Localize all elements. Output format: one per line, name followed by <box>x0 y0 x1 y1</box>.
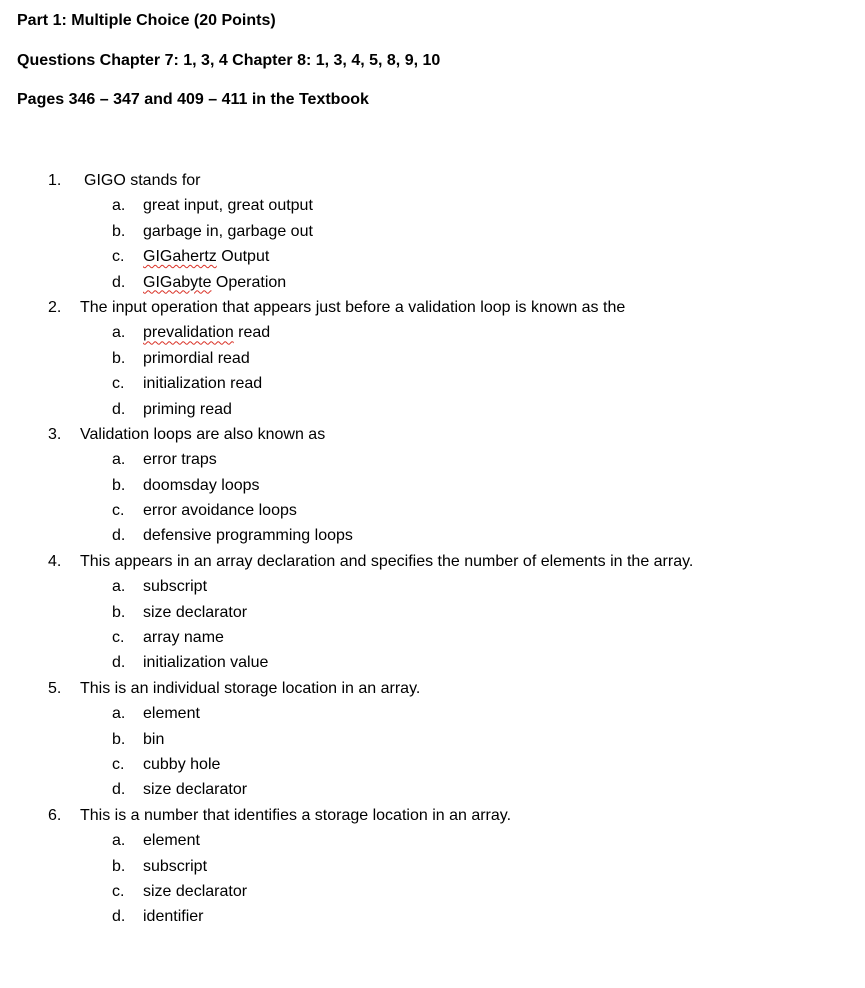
option-text: priming read <box>143 400 232 418</box>
option-row <box>0 473 865 498</box>
question-number: 1. <box>48 172 62 189</box>
option-row <box>0 320 865 345</box>
option-text: array name <box>143 629 224 647</box>
option-text <box>143 320 270 345</box>
option-text: bin <box>143 730 165 748</box>
question-number: 3. <box>48 425 62 443</box>
question-number: 4. <box>48 552 62 570</box>
option-text: error avoidance loops <box>143 502 297 520</box>
option-text-rest: Output <box>216 248 270 266</box>
option-text: element <box>143 832 200 850</box>
question-1 <box>0 168 865 193</box>
option-text: doomsday loops <box>143 476 260 494</box>
option-letter: d. <box>112 654 126 672</box>
question-2 <box>0 295 865 320</box>
option-letter: d. <box>112 781 126 799</box>
option-text <box>143 244 269 269</box>
option-row <box>0 371 865 396</box>
option-letter: d. <box>112 400 126 418</box>
question-text: This is an individual storage location in an array. <box>80 679 421 697</box>
spellcheck-flagged-word: prevalidation <box>143 324 234 342</box>
question-text: Validation loops are also known as <box>80 425 326 443</box>
option-row <box>0 879 865 904</box>
question-3 <box>0 422 865 447</box>
option-letter: d. <box>112 527 126 545</box>
option-text: element <box>143 705 200 723</box>
option-letter: b. <box>112 603 126 621</box>
option-row <box>0 523 865 548</box>
option-letter: a. <box>112 451 126 469</box>
option-text-rest: Operation <box>211 273 287 291</box>
option-row <box>0 346 865 371</box>
option-text: subscript <box>143 857 208 875</box>
option-row <box>0 625 865 650</box>
option-text: primordial read <box>143 349 250 367</box>
option-letter: b. <box>112 857 126 875</box>
question-text: This is a number that identifies a storage location in an array. <box>80 806 512 824</box>
question-number: 6. <box>48 806 62 824</box>
question-text: This appears in an array declaration and specifies the number of elements in the array. <box>80 552 694 570</box>
option-row <box>0 828 865 853</box>
option-letter: c. <box>112 629 125 647</box>
option-text: cubby hole <box>143 755 221 773</box>
option-text-rest: read <box>233 324 271 342</box>
option-row <box>0 219 865 244</box>
option-letter: d. <box>112 273 126 291</box>
option-letter: c. <box>112 248 125 266</box>
option-text: size declarator <box>143 781 248 799</box>
option-row <box>0 727 865 752</box>
option-letter: a. <box>112 705 126 723</box>
option-row <box>0 574 865 599</box>
option-letter: b. <box>112 476 126 494</box>
spellcheck-flagged-word: GIGabyte <box>143 273 212 291</box>
option-row <box>0 600 865 625</box>
option-row <box>0 904 865 929</box>
option-row <box>0 752 865 777</box>
option-letter: b. <box>112 222 126 240</box>
option-text: great input, great output <box>143 197 313 215</box>
option-row <box>0 270 865 295</box>
option-text: garbage in, garbage out <box>143 222 313 240</box>
option-letter: a. <box>112 197 126 215</box>
option-row <box>0 701 865 726</box>
question-6 <box>0 803 865 828</box>
option-row <box>0 650 865 675</box>
option-row <box>0 854 865 879</box>
option-letter: a. <box>112 578 126 596</box>
option-text: initialization read <box>143 375 263 393</box>
question-4 <box>0 549 865 574</box>
option-row <box>0 777 865 802</box>
question-number: 2. <box>48 298 62 316</box>
option-letter: d. <box>112 908 126 926</box>
spellcheck-flagged-word: GIGahertz <box>143 248 217 266</box>
part-title: Part 1: Multiple Choice (20 Points) <box>17 12 276 29</box>
question-5 <box>0 676 865 701</box>
option-letter: a. <box>112 832 126 850</box>
option-row <box>0 244 865 269</box>
option-letter: a. <box>112 324 126 342</box>
option-letter: c. <box>112 755 125 773</box>
option-row <box>0 193 865 218</box>
option-letter: c. <box>112 375 125 393</box>
option-text: identifier <box>143 908 204 926</box>
option-letter: b. <box>112 349 126 367</box>
option-row <box>0 447 865 472</box>
questions-reference: Questions Chapter 7: 1, 3, 4 Chapter 8: 1, 3, 4, 5, 8, 9, 10 <box>17 52 441 69</box>
question-text: The input operation that appears just before a validation loop is known as the <box>80 298 626 316</box>
pages-reference: Pages 346 – 347 and 409 – 411 in the Textbook <box>17 91 369 108</box>
option-letter: b. <box>112 730 126 748</box>
option-text: defensive programming loops <box>143 527 353 545</box>
option-text: subscript <box>143 578 208 596</box>
option-text: error traps <box>143 451 217 469</box>
option-letter: c. <box>112 502 125 520</box>
option-text: initialization value <box>143 654 269 672</box>
question-number: 5. <box>48 679 62 697</box>
option-row <box>0 498 865 523</box>
option-letter: c. <box>112 882 125 900</box>
question-text: GIGO stands for <box>84 172 201 189</box>
option-text <box>143 270 286 295</box>
option-text: size declarator <box>143 603 248 621</box>
option-text: size declarator <box>143 882 248 900</box>
question-list <box>0 168 865 930</box>
option-row <box>0 397 865 422</box>
